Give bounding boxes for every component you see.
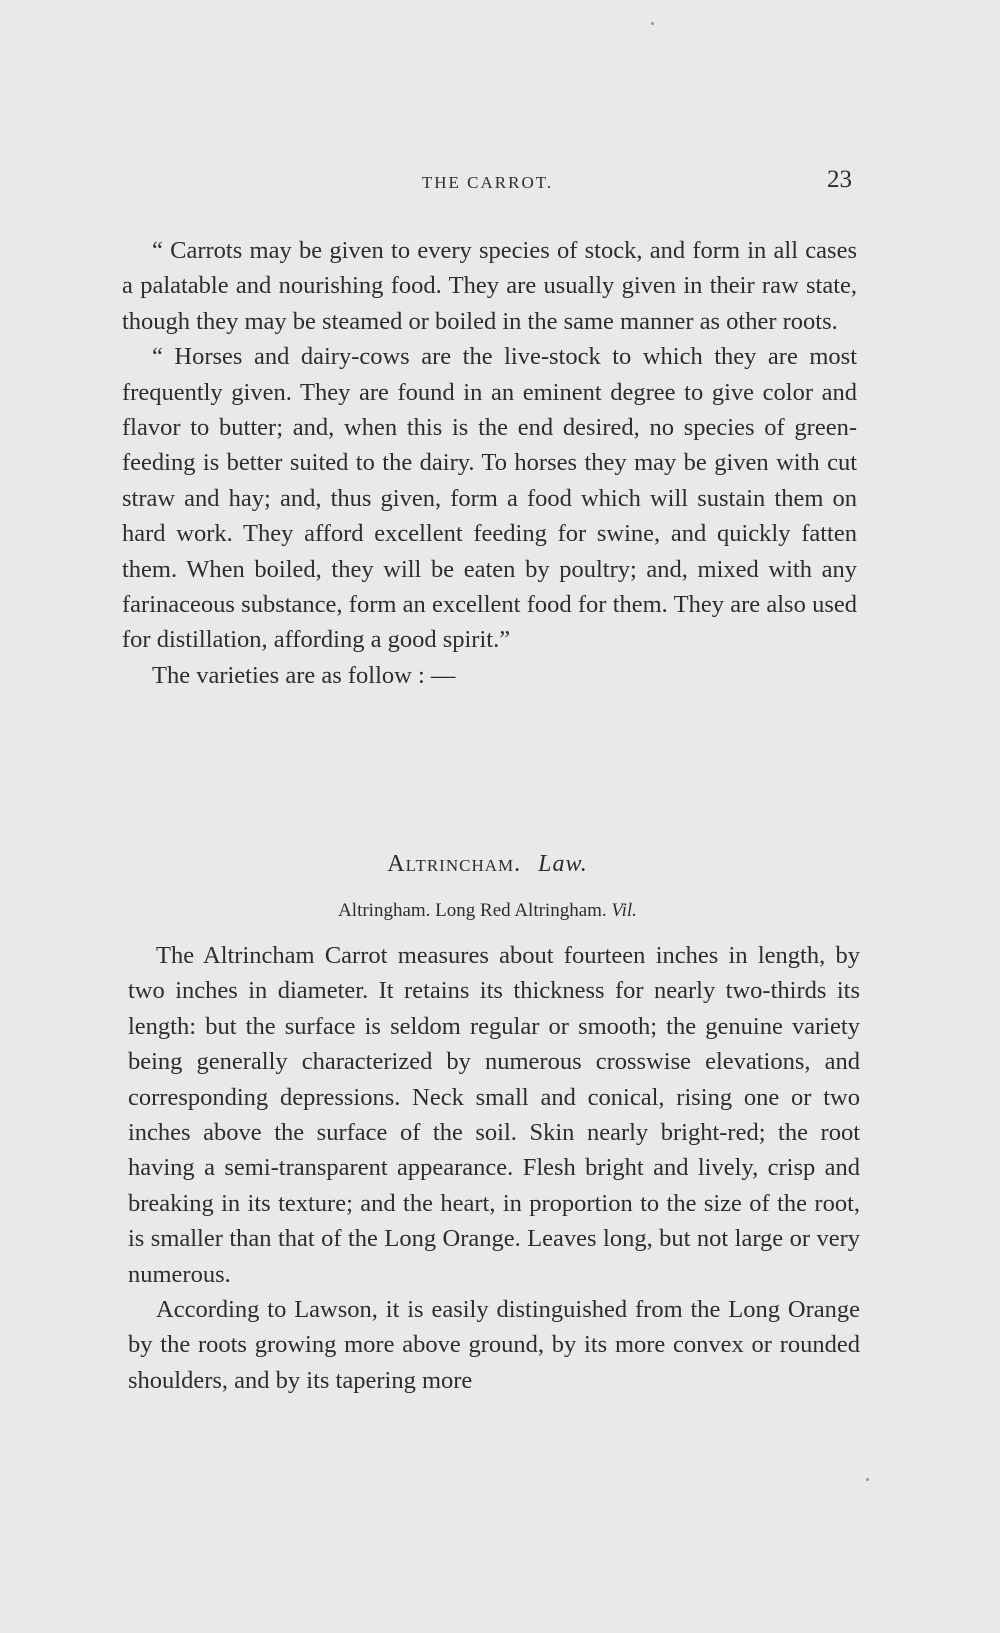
running-head: THE CARROT. <box>421 173 554 192</box>
intro-text <box>122 233 857 693</box>
section-text <box>128 938 860 1398</box>
synonym-source: Vil. <box>611 900 637 921</box>
section-heading <box>120 851 855 878</box>
paragraph: “ Horses and dairy-cows are the live-stock to which they are most frequently given. They are found in an eminent degree to give color and flavor to butter; and, when this is the end desired, no species of green-feeding is better suited to the dairy. To horses they may be given with cut straw and hay; and, thus given, form a food which will sustain them on hard work. They afford excellent feeding for swine, and quickly fatten them. When boiled, they will be eaten by poultry; and, mixed with any farinaceous substance, form an excellent food for them. They are also used for distillation, affording a good spirit.” <box>122 343 857 654</box>
variety-author: Law. <box>538 851 588 877</box>
paragraph: The Altrincham Carrot measures about fourteen inches in length, by two inches in diameter. It retains its thickness for nearly two-thirds its length: but the surface is seldom regular or smooth; the genuine variety being generally characterized by numerous crosswise elevations, and corresponding depressions. Neck small and conical, rising one or two inches above the surface of the soil. Skin nearly bright-red; the root having a semi-transparent appearance. Flesh bright and lively, crisp and breaking in its texture; and the heart, in proportion to the size of the root, is smaller than that of the Long Orange. Leaves long, but not large or very numerous. <box>128 942 860 1288</box>
synonym-list: Altringham. Long Red Altringham. <box>338 900 607 921</box>
paragraph: “ Carrots may be given to every species of stock, and form in all cases a palatable and nourishing food. They are usually given in their raw state, though they may be steamed or boiled in the same manner as other roots. <box>122 237 857 335</box>
variety-name: Altrincham. <box>387 851 522 877</box>
paper-speck <box>866 1478 869 1481</box>
variety-synonyms <box>120 900 855 922</box>
page-header <box>120 166 855 202</box>
paragraph: The varieties are as follow : — <box>152 661 456 689</box>
paper-speck <box>651 22 654 25</box>
paragraph: According to Lawson, it is easily distinguished from the Long Orange by the roots growing more above ground, by its more convex or rounded shoulders, and by its tapering more <box>128 1296 860 1394</box>
page-number: 23 <box>827 166 852 193</box>
